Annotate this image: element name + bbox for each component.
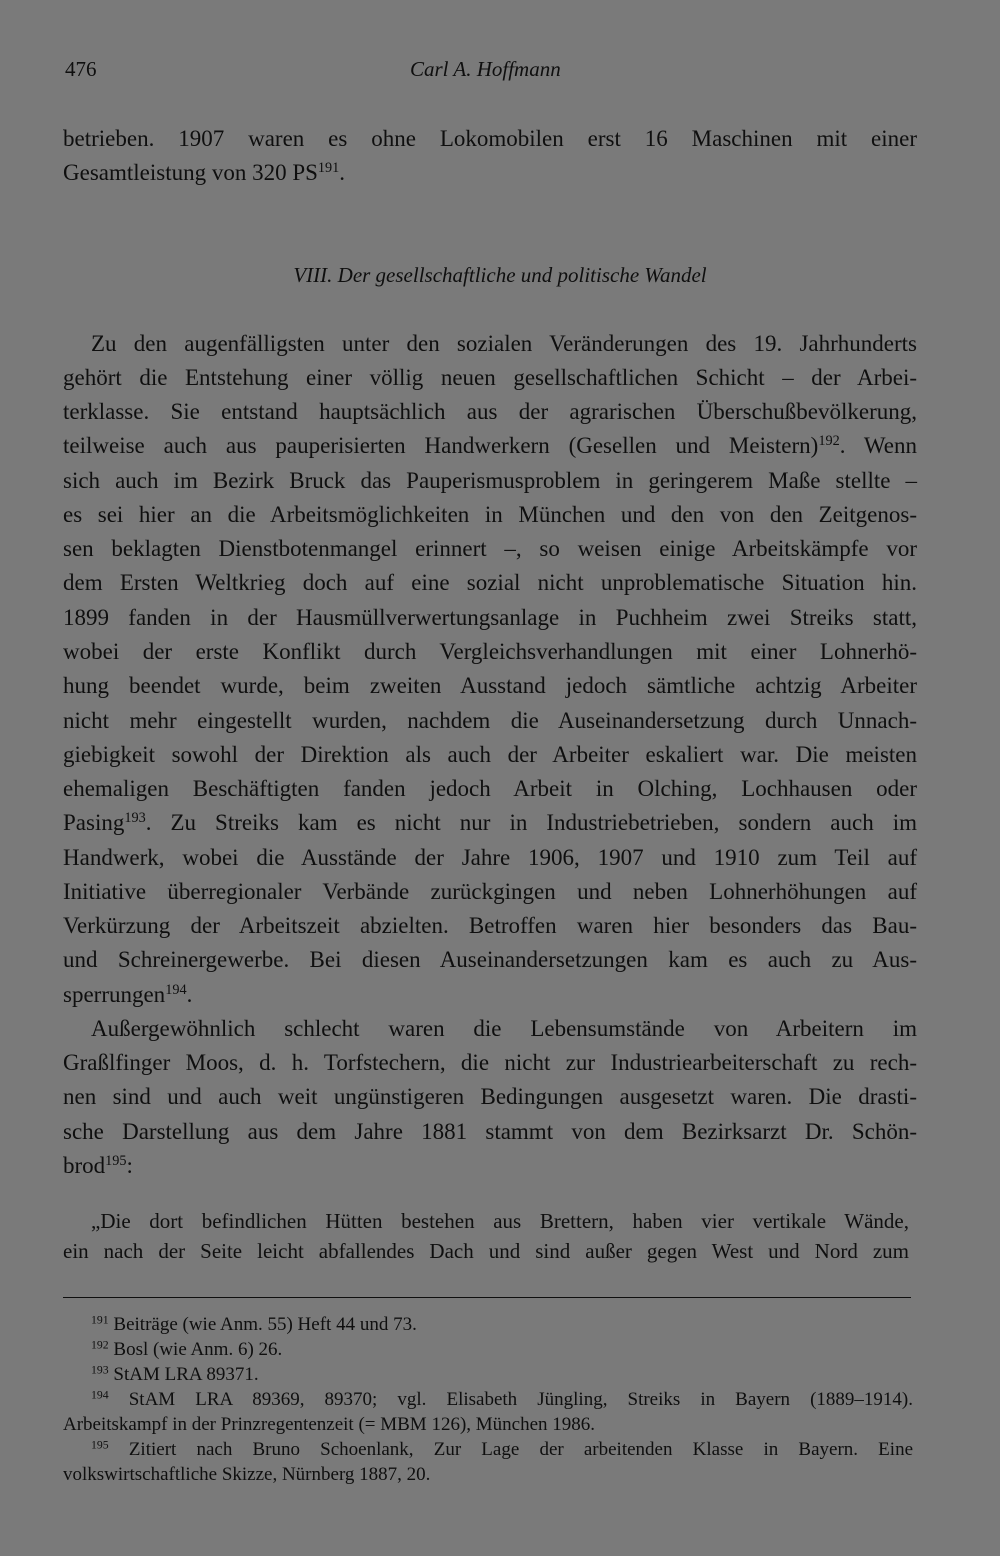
footnote-number: 192 — [91, 1338, 109, 1352]
body-line: dem Ersten Weltkrieg doch auf eine sozial nicht unproblematische Situation hin. — [63, 570, 917, 595]
footnote: $^{195}$ Zitiert nach Bruno Schoenlank, Zur Lage der arbeitenden Klasse in Bayern. Eine — [91, 1438, 913, 1460]
footnote-ref[interactable]: 192 — [818, 433, 840, 450]
body-line: Zu den augenfälligsten unter den sozialen Veränderungen des 19. Jahrhunderts — [91, 331, 917, 356]
quote-line: „Die dort befindlichen Hütten bestehen aus Brettern, haben vier vertikale Wände, — [91, 1209, 909, 1233]
body-line: 1899 fanden in der Hausmüllverwertungsanlage in Puchheim zwei Streiks statt, — [63, 605, 917, 630]
footnote-number: 194 — [91, 1388, 109, 1402]
footnote-number: 191 — [91, 1313, 109, 1327]
body-line: sen beklagten Dienstbotenmangel erinnert –, so weisen einige Arbeitskämpfe vor — [63, 536, 917, 561]
body-line: ehemaligen Beschäftigten fanden jedoch Arbeit in Olching, Lochhausen oder — [63, 776, 917, 801]
footnote-ref[interactable]: 195 — [105, 1153, 127, 1170]
body-line: Handwerk, wobei die Ausstände der Jahre 1906, 1907 und 1910 zum Teil auf — [63, 845, 917, 870]
body-line: sperrungen$^{194}$. — [63, 982, 193, 1007]
body-line: gehört die Entstehung einer völlig neuen gesellschaftlichen Schicht – der Arbei- — [63, 365, 917, 390]
body-line: hung beendet wurde, beim zweiten Ausstand jedoch sämtliche achtzig Arbeiter — [63, 673, 917, 698]
body-line: es sei hier an die Arbeitsmöglichkeiten in München und den von den Zeitgenos- — [63, 502, 917, 527]
footnote: $^{194}$ StAM LRA 89369, 89370; vgl. Elisabeth Jüngling, Streiks in Bayern (1889–1914). — [91, 1388, 914, 1410]
body-line: teilweise auch aus pauperisierten Handwerkern (Gesellen und Meistern)$^{192}$. Wenn — [63, 433, 917, 458]
footnote-ref[interactable]: 193 — [124, 810, 146, 827]
footnote: $^{193}$ StAM LRA 89371. — [91, 1363, 259, 1385]
footnote-ref[interactable]: 191 — [317, 160, 340, 177]
body-line: nicht mehr eingestellt wurden, nachdem die Auseinandersetzung durch Unnach- — [63, 708, 917, 733]
body-line: Verkürzung der Arbeitszeit abzielten. Betroffen waren hier besonders das Bau- — [63, 913, 917, 938]
body-line: Pasing$^{193}$. Zu Streiks kam es nicht nur in Industriebetrieben, sondern auch im — [63, 810, 917, 835]
footnote: $^{191}$ Beiträge (wie Anm. 55) Heft 44 und 73. — [91, 1313, 417, 1335]
page-number: 476 — [65, 57, 97, 81]
body-line: Initiative überregionaler Verbände zurückgingen und neben Lohnerhöhungen auf — [63, 879, 917, 904]
body-line: giebigkeit sowohl der Direktion als auch der Arbeiter eskaliert war. Die meisten — [63, 742, 917, 767]
footnote-number: 195 — [91, 1438, 109, 1452]
footnote: $^{192}$ Bosl (wie Anm. 6) 26. — [91, 1338, 283, 1360]
footnote-continuation: Arbeitskampf in der Prinzregentenzeit (= MBM 126), München 1986. — [63, 1414, 596, 1435]
section-heading: VIII. Der gesellschaftliche und politische Wandel — [293, 263, 707, 287]
body-line: wobei der erste Konflikt durch Vergleichsverhandlungen mit einer Lohnerhö- — [63, 639, 917, 664]
body-line: nen sind und auch weit ungünstigeren Bedingungen ausgesetzt waren. Die drasti- — [63, 1084, 917, 1109]
body-line: und Schreinergewerbe. Bei diesen Auseinandersetzungen kam es auch zu Aus- — [63, 947, 917, 972]
body-line: betrieben. 1907 waren es ohne Lokomobilen erst 16 Maschinen mit einer — [63, 126, 917, 151]
quote-line: ein nach der Seite leicht abfallendes Dach und sind außer gegen West und Nord zum — [63, 1239, 909, 1263]
body-line: Gesamtleistung von 320 PS$^{191}$. — [63, 160, 346, 185]
body-line: terklasse. Sie entstand hauptsächlich aus der agrarischen Überschußbevölkerung, — [63, 399, 917, 424]
footnote-divider — [63, 1297, 911, 1298]
footnote-number: 193 — [91, 1363, 109, 1377]
footnote-continuation: volkswirtschaftliche Skizze, Nürnberg 1887, 20. — [63, 1464, 431, 1485]
body-line: sich auch im Bezirk Bruck das Pauperismusproblem in geringerem Maße stellte – — [63, 468, 917, 493]
body-line: brod$^{195}$: — [63, 1153, 133, 1178]
body-line: Graßlfinger Moos, d. h. Torfstechern, die nicht zur Industriearbeiterschaft zu rech- — [63, 1050, 917, 1075]
running-head: Carl A. Hoffmann — [410, 57, 561, 81]
body-line: sche Darstellung aus dem Jahre 1881 stammt von dem Bezirksarzt Dr. Schön- — [63, 1119, 917, 1144]
body-line: Außergewöhnlich schlecht waren die Lebensumstände von Arbeitern im — [91, 1016, 917, 1041]
footnote-ref[interactable]: 194 — [165, 982, 187, 999]
